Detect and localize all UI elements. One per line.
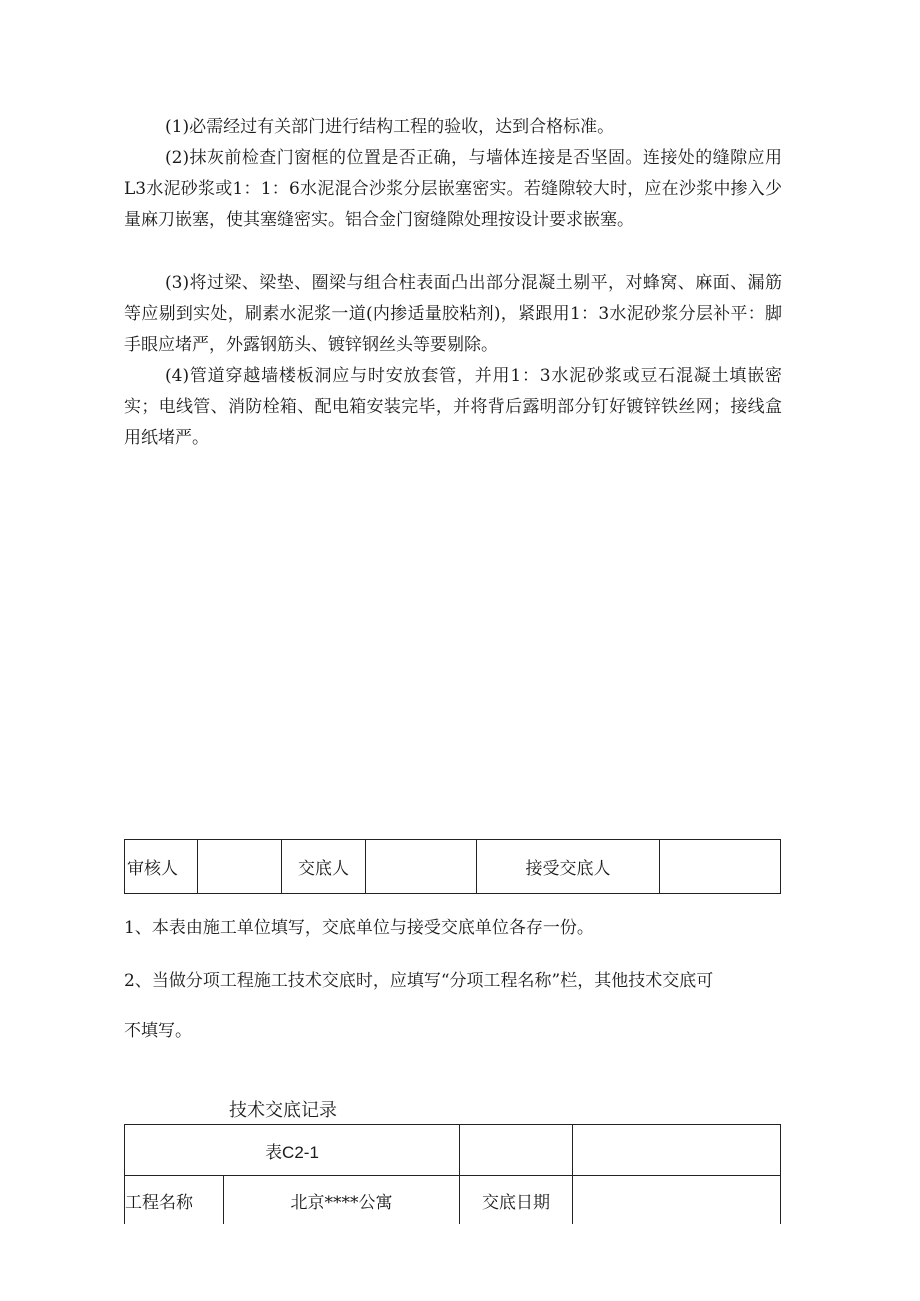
header-blank-cell-right xyxy=(573,1125,781,1176)
body-paragraph-4: (4)管道穿越墙楼板洞应与时安放套管，并用1：3水泥砂浆或豆石混凝土填嵌密实；电线管、消防栓箱、配电箱安装完毕，并将背后露明部分钉好镀锌铁丝网；接线盒用纸堵严。 xyxy=(124,366,782,448)
note-1: 1、本表由施工单位填写，交底单位与接受交底单位各存一份。 xyxy=(124,918,594,938)
reviewer-field[interactable] xyxy=(198,840,282,894)
receiver-label: 接受交底人 xyxy=(477,840,660,894)
body-paragraph-1: (1)必需经过有关部门进行结构工程的验收，达到合格标准。 xyxy=(165,117,615,137)
date-field[interactable] xyxy=(573,1176,781,1225)
reviewer-label: 审核人 xyxy=(125,840,198,894)
project-name-value[interactable]: 北京****公寓 xyxy=(224,1176,460,1225)
record-form-title: 技术交底记录 xyxy=(229,1100,337,1120)
form-number: 表C2-1 xyxy=(125,1125,460,1176)
body-paragraph-2: (2)抹灰前检查门窗框的位置是否正确，与墙体连接是否坚固。连接处的缝隙应用L3水泥砂浆或1：1：6水泥混合沙浆分层嵌塞密实。若缝隙较大时，应在沙浆中掺入少量麻刀嵌塞，使其塞缝密实。铝合金门窗缝隙处理按设计要求嵌塞。 xyxy=(124,148,782,230)
date-label: 交底日期 xyxy=(460,1176,573,1225)
body-paragraph-3: (3)将过梁、梁垫、圈梁与组合柱表面凸出部分混凝土剔平，对蜂窝、麻面、漏筋等应剔到实处，刷素水泥浆一道(内掺适量胶粘剂)，紧跟用1：3水泥砂浆分层补平：脚手眼应堵严，外露钢筋头、镀锌钢丝头等要剔除。 xyxy=(124,273,782,355)
record-form-table xyxy=(124,1124,781,1224)
note-3: 不填写。 xyxy=(124,1021,192,1041)
discloser-field[interactable] xyxy=(366,840,477,894)
project-name-label: 工程名称 xyxy=(125,1176,224,1225)
receiver-field[interactable] xyxy=(660,840,781,894)
discloser-label: 交底人 xyxy=(282,840,366,894)
signature-table xyxy=(124,839,781,894)
note-2: 2、当做分项工程施工技术交底时，应填写“分项工程名称”栏，其他技术交底可 xyxy=(124,971,714,991)
header-blank-cell xyxy=(460,1125,573,1176)
